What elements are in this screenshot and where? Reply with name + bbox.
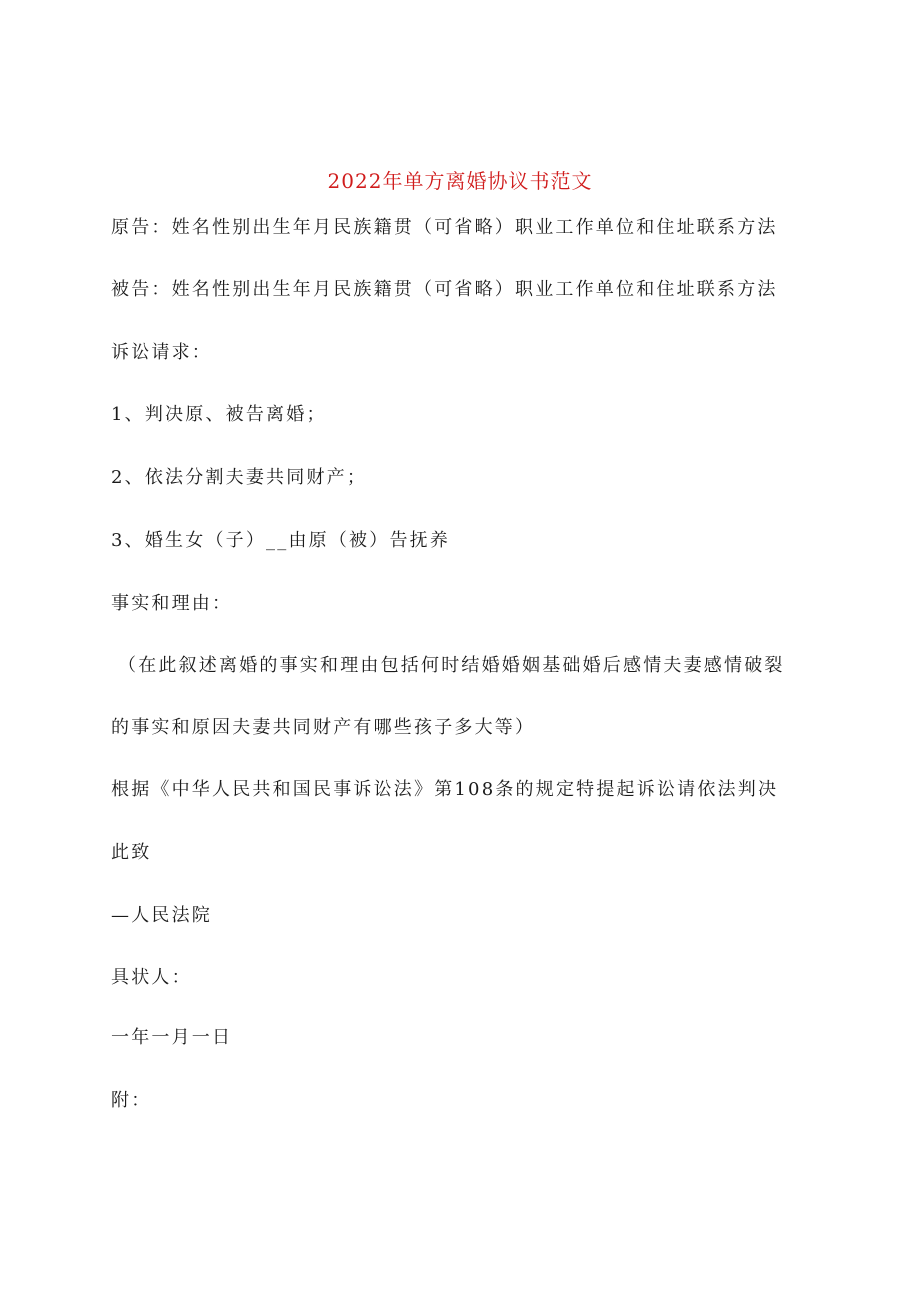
claim-item-2: 2、依法分割夫妻共同财产； bbox=[111, 467, 368, 488]
claims-heading: 诉讼请求： bbox=[111, 342, 212, 363]
document-title: 2022年单方离婚协议书范文 bbox=[327, 169, 593, 193]
date-line: 一年一月一日 bbox=[111, 1027, 233, 1048]
claim-item-1: 1、判决原、被告离婚； bbox=[111, 404, 327, 425]
facts-heading: 事实和理由： bbox=[111, 593, 233, 614]
court-line: —人民法院 bbox=[111, 905, 212, 926]
facts-paragraph-line-1: （在此叙述离婚的事实和理由包括何时结婚婚姻基础婚后感情夫妻感情破裂 bbox=[118, 655, 785, 676]
legal-basis-line: 根据《中华人民共和国民事诉讼法》第108条的规定特提起诉讼请依法判决 bbox=[111, 779, 779, 800]
signer-line: 具状人： bbox=[111, 967, 192, 988]
salutation-line: 此致 bbox=[111, 842, 152, 863]
plaintiff-line: 原告：姓名性别出生年月民族籍贯（可省略）职业工作单位和住址联系方法 bbox=[111, 217, 778, 238]
attachment-line: 附： bbox=[111, 1090, 152, 1111]
claim-item-3: 3、婚生女（子）__由原（被）告抚养 bbox=[111, 530, 451, 551]
facts-paragraph-line-2: 的事实和原因夫妻共同财产有哪些孩子多大等） bbox=[111, 717, 536, 738]
defendant-line: 被告：姓名性别出生年月民族籍贯（可省略）职业工作单位和住址联系方法 bbox=[111, 279, 778, 300]
